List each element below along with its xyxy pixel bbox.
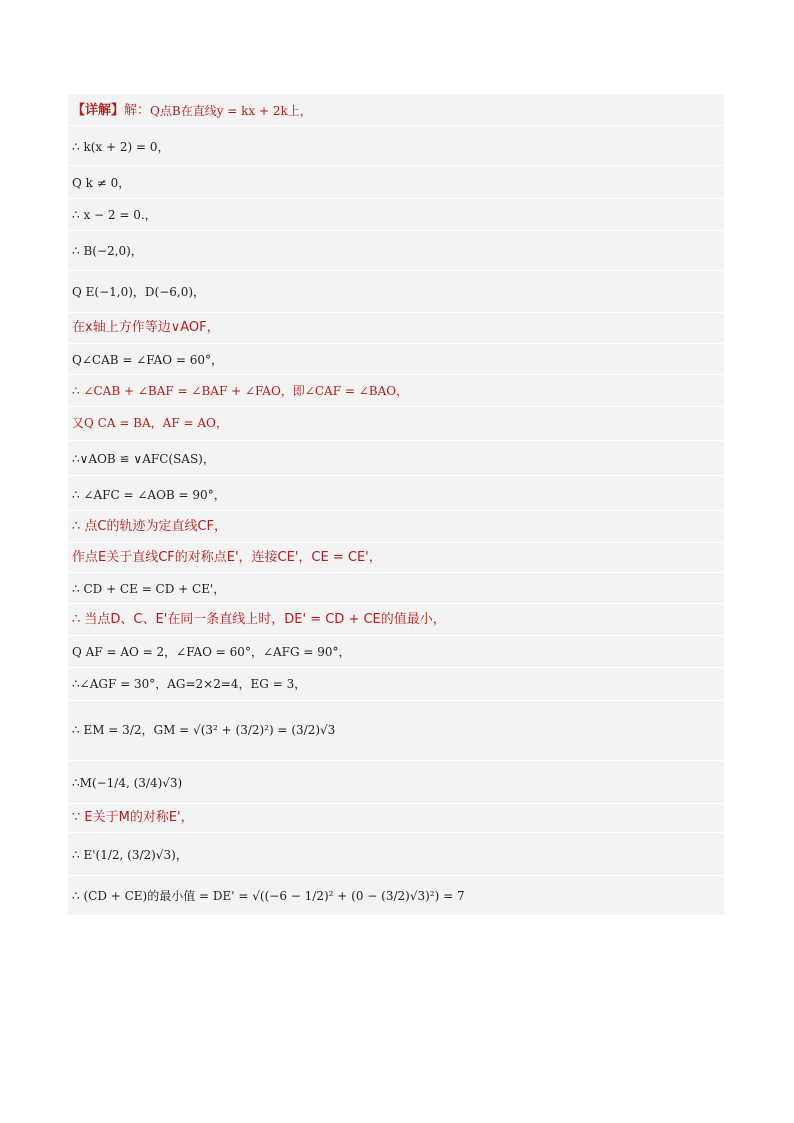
row-divider [68,700,724,701]
row-divider [68,125,724,126]
solution-panel [68,94,724,915]
row-divider [68,270,724,271]
row-divider [68,406,724,407]
line-text: ∴ CD + CE = CD + CE'， [72,582,226,596]
row-divider [68,542,724,543]
row-divider [68,803,724,804]
line-text: Q∠CAB = ∠FAO = 60°， [72,353,224,367]
solution-line-2 [72,175,130,191]
line-text: Q AF = AO = 2，∠FAO = 60°，∠AFG = 90°， [72,645,351,659]
solution-line-8 [72,383,408,399]
line-text: 作点E关于直线CF的对称点E'，连接CE'，CE = CE'， [72,550,382,565]
solution-line-19 [72,775,182,791]
line-text: ∴ ∠CAB + ∠BAF = ∠BAF + ∠FAO，即∠CAF = ∠BAO， [72,384,409,398]
solution-line-13 [72,550,382,566]
row-divider [68,165,724,166]
row-divider [68,475,724,476]
solution-line-0 [72,103,312,119]
line-text: 又Q CA = BA，AF = AO， [72,416,228,430]
row-divider [68,312,724,313]
solution-line-22 [72,888,465,904]
line-text: Q E(−1,0)，D(−6,0)， [72,285,206,299]
row-divider [68,510,724,511]
row-divider [68,440,724,441]
line-text: ∴∠AGF = 30°，AG=2×2=4，EG = 3， [72,677,307,691]
solution-line-3 [72,207,157,223]
solution-line-11 [72,487,226,503]
line-text: ∴ 点C的轨迹为定直线CF， [72,519,228,534]
solution-line-21 [72,847,188,863]
row-divider [68,832,724,833]
solution-line-4 [72,243,143,259]
solution-line-12 [72,519,227,535]
line-text: ∴ ∠AFC = ∠AOB = 90°， [72,488,226,502]
line-text: ∴ x − 2 = 0.， [72,208,157,222]
solution-line-9 [72,415,228,431]
solution-line-6 [72,320,220,336]
line-text: ∴∨AOB ≌ ∨AFC(SAS)， [72,452,215,466]
line-text: 在x轴上方作等边∨AOF， [72,320,220,335]
line-text: Q点B在直线y = kx + 2k上， [150,104,312,118]
line-text: ∴ E'(1/2, (3/2)√3)， [72,848,188,862]
line-text: ∵ E关于M的对称E'， [72,810,194,825]
solution-line-5 [72,284,205,300]
line-text: ∴ 当点D、C、E'在同一条直线上时，DE' = CD + CE的值最小， [72,612,446,627]
solution-line-20 [72,810,194,826]
solution-line-18 [72,722,335,738]
solution-line-14 [72,581,225,597]
solution-line-17 [72,676,306,692]
line-text: ∴ k(x + 2) = 0， [72,140,170,154]
line-text: ∴M(−1/4, (3/4)√3) [72,776,183,790]
row-divider [68,230,724,231]
solution-line-1 [72,139,170,155]
solution-line-16 [72,644,351,660]
line-text: ∴ EM = 3/2，GM = √(3² + (3/2)²) = (3/2)√3 [72,723,336,737]
row-divider [68,603,724,604]
line-text: Q k ≠ 0， [72,176,131,190]
detail-label: 【详解】 [72,103,125,118]
line-text: ∴ (CD + CE)的最小值 = DE' = √((−6 − 1/2)² + (0 − (3/2)√3)²) = 7 [72,889,465,903]
header-prefix: 解： [124,103,151,118]
solution-line-15 [72,612,446,628]
row-divider [68,635,724,636]
row-divider [68,572,724,573]
row-divider [68,374,724,375]
row-divider [68,760,724,761]
solution-line-7 [72,352,223,368]
row-divider [68,667,724,668]
solution-line-10 [72,451,215,467]
row-divider [68,343,724,344]
line-text: ∴ B(−2,0)， [72,244,143,258]
row-divider [68,875,724,876]
row-divider [68,198,724,199]
